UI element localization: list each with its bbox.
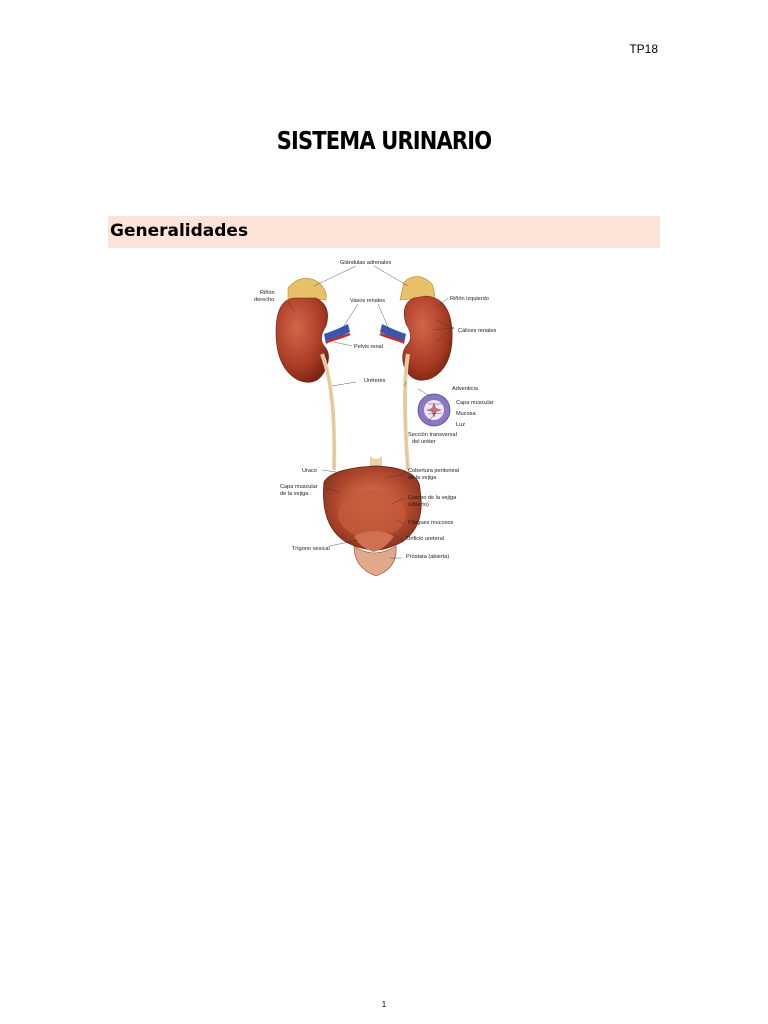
label-urachus: Uraco [302, 468, 317, 474]
label-prostate: Próstata (abierta) [406, 554, 450, 560]
document-title: SISTEMA URINARIO [276, 126, 492, 155]
label-ureters: Uréteres [364, 378, 386, 384]
right-kidney [276, 298, 329, 382]
label-bladder-muscular-1: Capa muscular [280, 484, 318, 490]
label-left-kidney: Riñón izquierdo [450, 296, 489, 302]
label-ureteral-orifice: Orificio ureteral [406, 536, 444, 542]
label-right-kidney-1: Riñón [260, 290, 275, 296]
section-title: Generalidades [110, 221, 249, 241]
right-adrenal-gland [288, 278, 326, 300]
label-bladder-body-1: Cuerpo de la vejiga [408, 495, 457, 501]
label-mucosal-folds: Pliegues mucosos [408, 520, 454, 526]
label-bladder-body-2: (abierto) [408, 502, 429, 508]
label-renal-pelvis: Pelvis renal [354, 344, 383, 350]
left-ureter [405, 354, 408, 470]
urinary-system-figure [236, 250, 526, 590]
label-muscular-layer: Capa muscular [456, 400, 494, 406]
label-peritoneal-1: Cobertura peritoneal [408, 468, 459, 474]
label-bladder-muscular-2: de la vejiga [280, 491, 309, 497]
label-trigone: Trígono vesical [292, 546, 330, 552]
section-header [108, 216, 660, 248]
page-number: 1 [381, 1000, 387, 1009]
bladder-interior [338, 490, 406, 538]
urinary-system-diagram [236, 250, 526, 590]
label-mucosa: Mucosa [456, 411, 476, 417]
page-code: TP18 [629, 42, 658, 56]
label-renal-calyces: Cálices renales [458, 328, 497, 334]
label-right-kidney-2: derecho [254, 297, 275, 303]
label-peritoneal-2: de la vejiga [408, 475, 437, 481]
label-renal-vessels: Vasos renales [350, 298, 386, 304]
label-adrenal-glands: Glándulas adrenales [340, 260, 392, 266]
label-lumen: Luz [456, 422, 466, 428]
label-adventitia: Adventicia [452, 386, 478, 392]
label-cross-section-2: del uréter [412, 439, 436, 445]
label-cross-section-1: Sección transversal [408, 432, 457, 438]
trigone [354, 531, 394, 552]
left-kidney [403, 296, 453, 380]
